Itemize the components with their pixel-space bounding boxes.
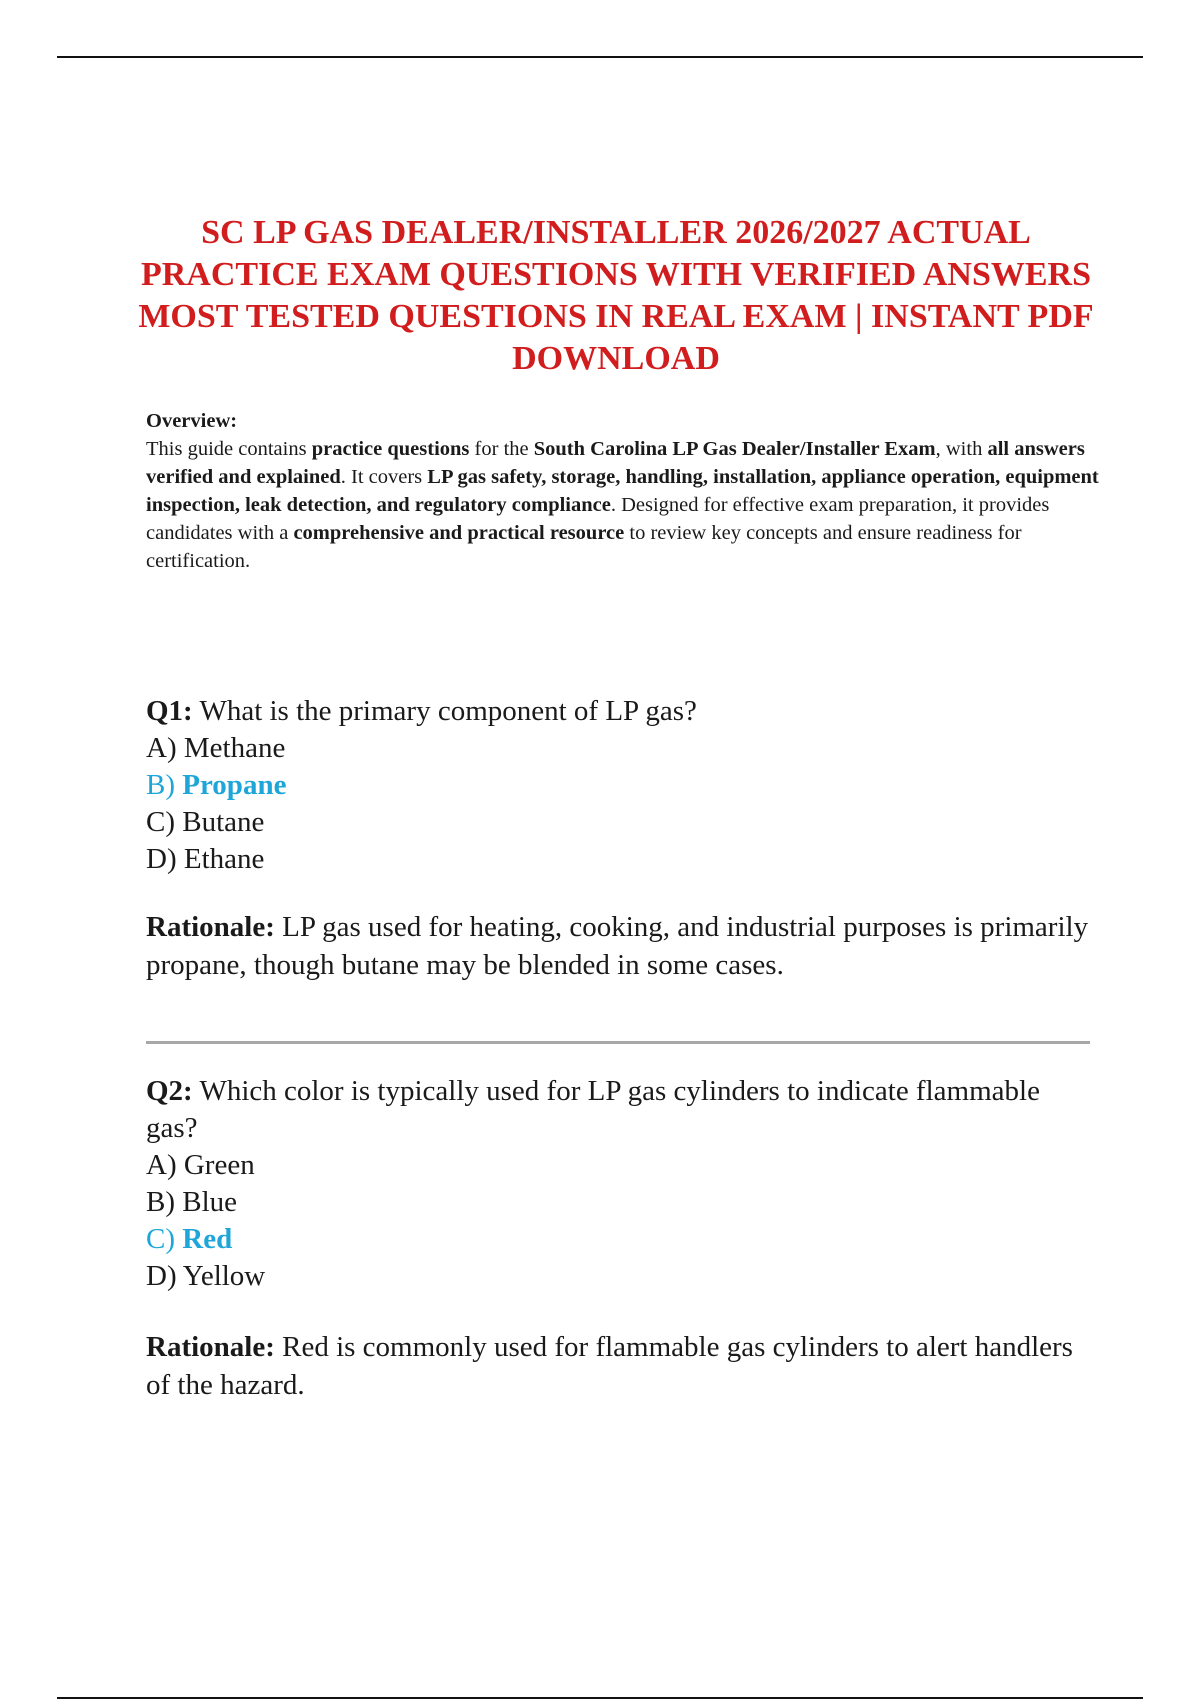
option-text: Butane [175,806,265,838]
option-letter: B) [146,769,175,801]
question-1-option-a [146,730,1096,767]
option-letter: D) [146,1260,177,1292]
option-text: Red [175,1223,233,1255]
question-text: What is the primary component of LP gas? [192,695,697,727]
overview-heading: Overview: [146,410,238,432]
overview-emphasis: practice questions [311,438,470,460]
option-text: Yellow [176,1260,266,1292]
overview-paragraph [146,435,1106,575]
question-2-option-b [146,1184,1096,1221]
question-2-option-d [146,1258,1096,1295]
question-1-option-b-correct [146,767,1096,804]
page-top-rule [57,56,1143,58]
question-2-option-c-correct [146,1221,1096,1258]
question-number: Q1: [146,695,193,727]
question-2 [146,1073,1096,1295]
overview-text: for the [469,438,534,460]
overview-text: . Designed for effective exam preparation, it provides candidates with a [146,494,1050,544]
overview-emphasis: comprehensive and practical resource [293,522,625,544]
question-text: Which color is typically used for LP gas cylinders to indicate flammable gas? [146,1075,1040,1144]
rationale-label: Rationale: [146,1331,275,1363]
option-letter: A) [146,732,177,764]
rationale-text: Red is commonly used for flammable gas cylinders to alert handlers of the hazard. [146,1331,1073,1401]
question-2-prompt [146,1073,1096,1147]
section-divider [146,1041,1090,1044]
overview-emphasis: South Carolina LP Gas Dealer/Installer Exam [533,438,936,460]
question-1 [146,693,1096,878]
option-text: Ethane [176,843,265,875]
overview-emphasis: LP gas safety, storage, handling, installation, appliance operation, equipment inspection, leak detection, and regulatory compliance [146,466,1099,516]
option-text: Green [176,1149,255,1181]
overview-emphasis: all answers verified and explained [146,438,1085,488]
page-bottom-rule [57,1697,1143,1699]
question-1-option-d [146,841,1096,878]
rationale-text: LP gas used for heating, cooking, and industrial purposes is primarily propane, though butane may be blended in some cases. [146,911,1089,981]
option-letter: D) [146,843,177,875]
option-text: Blue [175,1186,238,1218]
overview-text: This guide contains [146,438,312,460]
option-letter: B) [146,1186,175,1218]
option-letter: C) [146,1223,175,1255]
option-text: Propane [175,769,287,801]
question-1-prompt [146,693,1096,730]
overview-section [146,407,1106,575]
question-2-rationale [146,1328,1096,1404]
option-letter: A) [146,1149,177,1181]
option-text: Methane [176,732,286,764]
option-letter: C) [146,806,175,838]
question-1-rationale [146,908,1096,984]
overview-text: to review key concepts and ensure readiness for certification. [146,522,1022,572]
question-number: Q2: [146,1075,193,1107]
overview-text: , with [935,438,988,460]
question-1-option-c [146,804,1096,841]
document-title: SC LP GAS DEALER/INSTALLER 2026/2027 ACTUAL PRACTICE EXAM QUESTIONS WITH VERIFIED ANSWERS MOST TESTED QUESTIONS IN REAL EXAM | INSTANT PDF DOWNLOAD [138,214,1094,377]
rationale-label: Rationale: [146,911,275,943]
question-2-option-a [146,1147,1096,1184]
overview-text: . It covers [340,466,428,488]
